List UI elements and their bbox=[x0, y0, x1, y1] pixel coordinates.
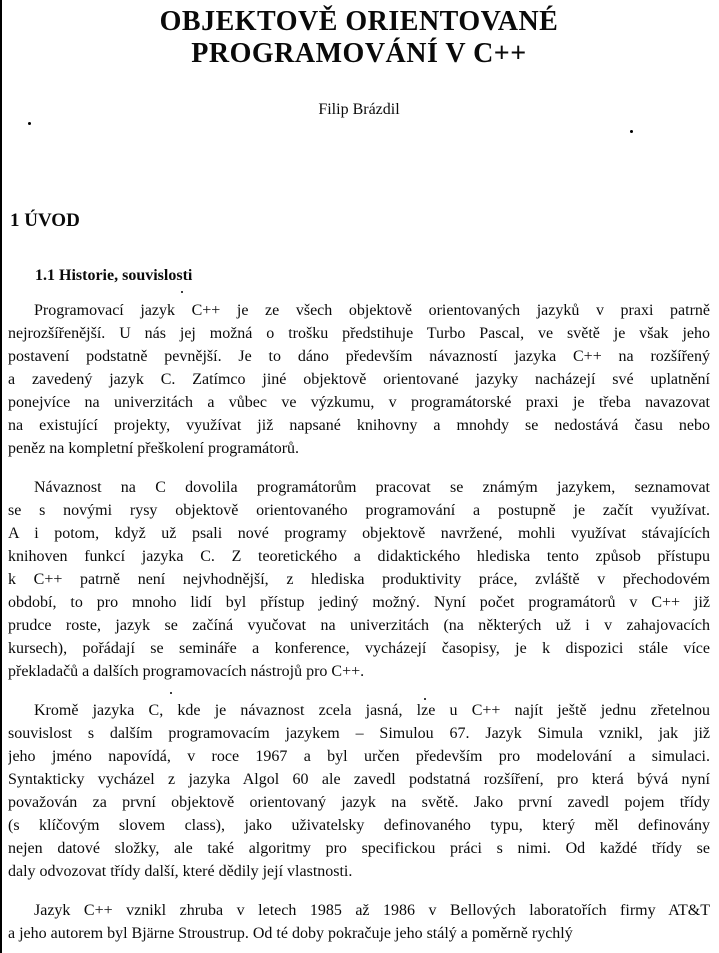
text-line: období, to pro mnoho lidí byl přístup jediný možný. Nyní počet programátorů v C++ již bbox=[8, 594, 710, 611]
text-line: souvislost s dalším programovacím jazykem – Simulou 67. Jazyk Simula vznikl, jak již bbox=[8, 725, 710, 742]
text-line: peněz na kompletní přeškolení programátorů. bbox=[8, 440, 300, 457]
section-heading: 1 ÚVOD bbox=[10, 210, 80, 231]
text-line: Jazyk C++ vznikl zhruba v letech 1985 až 1986 v Bellových laboratořích firmy AT&T bbox=[34, 902, 710, 919]
text-line: nejen datové složky, ale také algoritmy pro specifickou práci s nimi. Od každé třídy se bbox=[8, 840, 710, 857]
text-line: a zavedený jazyk C. Zatímco jiné objektově orientované jazyky nacházejí své uplatnění bbox=[8, 371, 710, 388]
text-line: Kromě jazyka C, kde je návaznost zcela jasná, lze u C++ najít ještě jednu zřetelnou bbox=[34, 702, 710, 719]
author-name: Filip Brázdil bbox=[318, 101, 400, 118]
text-line: postavení podstatně pevnější. Je to dáno především návazností jazyka C++ na rozšířený bbox=[8, 348, 710, 365]
text-line: jeho jméno napovídá, v roce 1967 a byl určen především pro modelování a simulaci. bbox=[8, 748, 710, 765]
text-line: k C++ patrně není nejvhodnější, z hlediska produktivity práce, zvláště v přechodovém bbox=[8, 571, 710, 588]
text-line: A i potom, když už psali nové programy objektově navržené, mohli využívat stávajících bbox=[8, 525, 710, 542]
text-line: kursech), pořádají se semináře a konference, vycházejí časopisy, je k dispozici stále více bbox=[8, 640, 710, 657]
text-line: (s klíčovým slovem class), jako uživatelsky definovaného typu, který měl definovány bbox=[8, 817, 710, 834]
paragraph-4 bbox=[8, 899, 710, 945]
scan-speck bbox=[28, 122, 31, 125]
scan-edge-line bbox=[0, 0, 2, 953]
text-line: překladačů a dalších programovacích nástrojů pro C++. bbox=[8, 663, 365, 680]
text-line: daly odvozovat třídy další, které dědily její vlastnosti. bbox=[8, 863, 353, 880]
paragraph-3 bbox=[8, 699, 710, 883]
text-line: považován za první objektově orientovaný jazyk na světě. Jako první zavedl pojem třídy bbox=[8, 794, 710, 811]
text-line: se s novými rysy objektově orientovaného programování a postupně je začít využívat. bbox=[8, 502, 710, 519]
body-text bbox=[8, 299, 710, 945]
scan-speck bbox=[424, 698, 426, 700]
text-line: a jeho autorem byl Bjärne Stroustrup. Od té doby pokračuje jeho stálý a poměrně rychlý bbox=[8, 925, 573, 942]
text-line: Návaznost na C dovolila programátorům pracovat se známým jazykem, seznamovat bbox=[34, 479, 710, 496]
scan-speck bbox=[630, 130, 633, 133]
text-line: Programovací jazyk C++ je ze všech objektově orientovaných jazyků v praxi patrně bbox=[34, 302, 710, 319]
text-line: knihoven funkcí jazyka C. Z teoretického a didaktického hlediska tento způsob přístupu bbox=[8, 548, 710, 565]
subsection-heading: 1.1 Historie, souvislosti bbox=[35, 267, 193, 284]
text-line: prudce roste, jazyk se začíná vyučovat na univerzitách (na některých už i v zahajovacích bbox=[8, 617, 710, 634]
scan-speck bbox=[181, 291, 183, 293]
text-line: Syntakticky vycházel z jazyka Algol 60 ale zavedl podstatná rozšíření, pro která bývá nyní bbox=[8, 771, 710, 788]
title-line-2: PROGRAMOVÁNÍ V C++ bbox=[191, 38, 527, 69]
text-line: ponejvíce na univerzitách a vůbec ve výzkumu, v programátorské praxi je třeba navazovat bbox=[8, 394, 710, 411]
document-title bbox=[8, 6, 710, 70]
paragraph-2 bbox=[8, 476, 710, 683]
text-line: nejrozšířenější. U nás jej možná o trošku předstihuje Turbo Pascal, ve světě je však jeho bbox=[8, 325, 710, 342]
scan-speck bbox=[170, 692, 172, 694]
title-line-1: OBJEKTOVĚ ORIENTOVANÉ bbox=[159, 6, 559, 37]
text-line: na existující projekty, využívat již napsané knihovny a mnohdy se nedostává času nebo bbox=[8, 417, 710, 434]
paragraph-1 bbox=[8, 299, 710, 460]
